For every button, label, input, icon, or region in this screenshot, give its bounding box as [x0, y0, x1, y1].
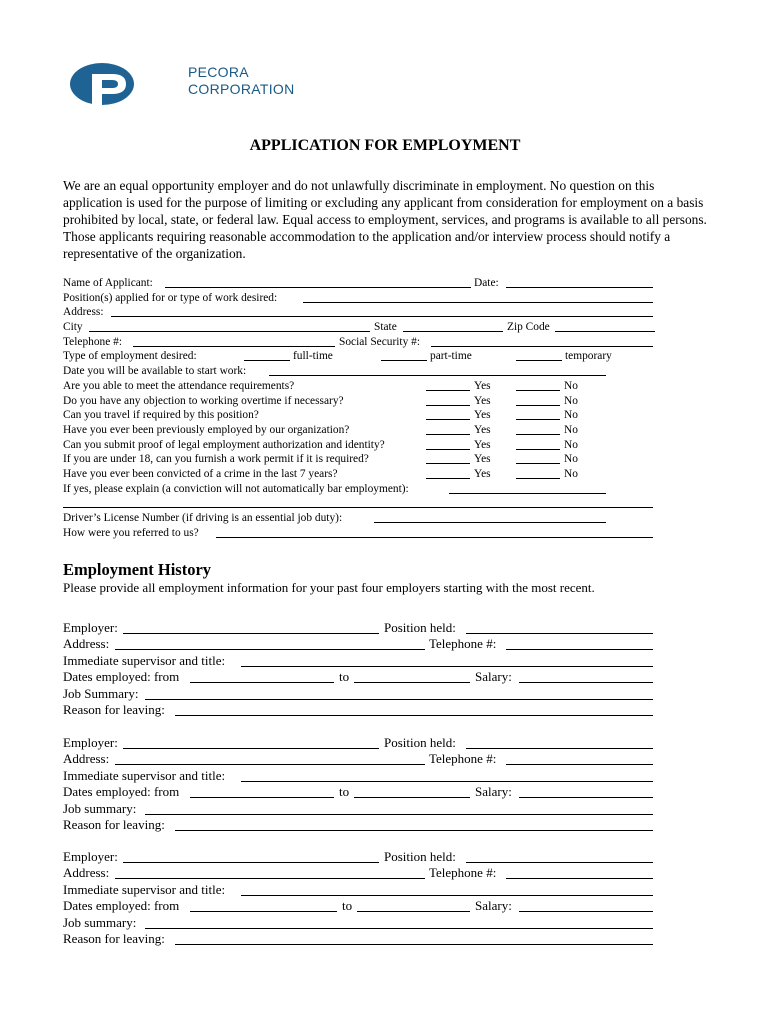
name-field[interactable]: [165, 287, 471, 288]
referred-field[interactable]: [216, 537, 653, 538]
date-from-field[interactable]: [190, 797, 334, 798]
telephone-label: Telephone #:: [63, 335, 122, 348]
explain-row: [63, 482, 655, 497]
employer-telephone-field[interactable]: [506, 764, 653, 765]
ssn-field[interactable]: [431, 346, 653, 347]
applicant-section: [63, 276, 655, 540]
yes-blank[interactable]: [426, 449, 470, 450]
zip-field[interactable]: [555, 331, 655, 332]
employer-block: [63, 735, 655, 833]
telephone-row: [63, 335, 655, 350]
no-label: No: [564, 394, 578, 407]
address-row: [63, 305, 655, 320]
question-row: [63, 467, 655, 482]
intro-paragraph: We are an equal opportunity employer and do not unlawfully discriminate in employment. No question on this application is used for the purpose of limiting or excluding any applicant from consideration for employment on a basis prohibited by local, state, or federal law. Equal access to employment, services, and programs is available to all persons. Those applicants requiring reasonable accommodation to the application and/or interview process should notify a representative of the organization.: [63, 178, 707, 261]
yes-blank[interactable]: [426, 390, 470, 391]
question-row: [63, 394, 655, 409]
dates-from-label: Dates employed: from: [63, 898, 180, 914]
supervisor-label: Immediate supervisor and title:: [63, 652, 226, 668]
yes-label: Yes: [474, 467, 491, 480]
reason-field[interactable]: [175, 944, 653, 945]
question-text: If you are under 18, can you furnish a work permit if it is required?: [63, 453, 369, 466]
dates-row: [63, 669, 655, 685]
employer-address-field[interactable]: [115, 878, 425, 879]
city-label: City: [63, 321, 83, 334]
date-to-field[interactable]: [357, 911, 470, 912]
job-summary-field[interactable]: [145, 814, 653, 815]
employer-field[interactable]: [123, 748, 379, 749]
employer-address-row: [63, 865, 655, 881]
no-label: No: [564, 453, 578, 466]
dates-to-label: to: [339, 784, 350, 800]
question-row: [63, 452, 655, 467]
position-held-label: Position held:: [384, 735, 456, 750]
date-from-field[interactable]: [190, 682, 334, 683]
logo-wordmark: [188, 64, 295, 98]
question-row: [63, 438, 655, 453]
employer-address-field[interactable]: [115, 649, 425, 650]
pecora-logo: [68, 56, 295, 112]
pecora-logo-mark: [68, 56, 138, 112]
no-blank[interactable]: [516, 449, 560, 450]
no-label: No: [564, 409, 578, 422]
reason-label: Reason for leaving:: [63, 816, 165, 832]
city-field[interactable]: [89, 331, 370, 332]
supervisor-field[interactable]: [241, 895, 653, 896]
question-text: Do you have any objection to working overtime if necessary?: [63, 394, 344, 407]
job-summary-row: [63, 915, 655, 931]
logo-line-1: PECORA: [188, 64, 249, 80]
address-field[interactable]: [111, 316, 653, 317]
employer-block: [63, 620, 655, 718]
employer-label: Employer:: [63, 849, 118, 864]
explain-label: If yes, please explain (a conviction will not automatically bar employment):: [63, 482, 409, 495]
parttime-blank[interactable]: [381, 360, 427, 361]
no-label: No: [564, 423, 578, 436]
no-blank[interactable]: [516, 434, 560, 435]
supervisor-field[interactable]: [241, 666, 653, 667]
no-blank[interactable]: [516, 478, 560, 479]
name-label: Name of Applicant:: [63, 277, 153, 289]
start-label: Date you will be available to start work:: [63, 365, 247, 378]
employer-label: Employer:: [63, 620, 118, 635]
employer-telephone-field[interactable]: [506, 649, 653, 650]
question-text: Can you submit proof of legal employment authorization and identity?: [63, 438, 385, 451]
job-summary-label: Job Summary:: [63, 685, 139, 701]
yes-blank[interactable]: [426, 419, 470, 420]
explain-continuation-row: [63, 496, 655, 511]
employer-address-field[interactable]: [115, 764, 425, 765]
job-summary-label: Job summary:: [63, 914, 137, 930]
yes-label: Yes: [474, 453, 491, 466]
date-to-field[interactable]: [354, 797, 470, 798]
address-label: Address:: [63, 306, 104, 319]
salary-field[interactable]: [519, 797, 653, 798]
reason-row: [63, 817, 655, 833]
yes-blank[interactable]: [426, 463, 470, 464]
position-held-field[interactable]: [466, 633, 653, 634]
employer-field[interactable]: [123, 862, 379, 863]
employer-row: [63, 849, 655, 865]
zip-label: Zip Code: [507, 321, 550, 334]
employer-address-label: Address:: [63, 865, 110, 881]
license-field[interactable]: [374, 522, 606, 523]
reason-row: [63, 702, 655, 718]
job-summary-row: [63, 686, 655, 702]
dates-row: [63, 898, 655, 914]
explain-continuation-field[interactable]: [63, 507, 653, 508]
employer-telephone-label: Telephone #:: [429, 865, 497, 881]
reason-label: Reason for leaving:: [63, 701, 165, 717]
yes-label: Yes: [474, 423, 491, 436]
no-blank[interactable]: [516, 419, 560, 420]
state-field[interactable]: [403, 331, 503, 332]
salary-field[interactable]: [519, 911, 653, 912]
dates-to-label: to: [342, 898, 353, 914]
no-label: No: [564, 438, 578, 451]
position-held-label: Position held:: [384, 620, 456, 635]
explain-field[interactable]: [449, 493, 606, 494]
yes-label: Yes: [474, 438, 491, 451]
yes-blank[interactable]: [426, 405, 470, 406]
yes-label: Yes: [474, 394, 491, 407]
position-held-label: Position held:: [384, 849, 456, 864]
positions-field[interactable]: [303, 302, 653, 303]
reason-field[interactable]: [175, 830, 653, 831]
supervisor-field[interactable]: [241, 781, 653, 782]
no-label: No: [564, 467, 578, 480]
employer-address-label: Address:: [63, 636, 110, 652]
position-held-field[interactable]: [466, 748, 653, 749]
question-row: [63, 423, 655, 438]
temporary-blank[interactable]: [516, 360, 562, 361]
referred-row: [63, 526, 655, 541]
question-row: [63, 379, 655, 394]
dates-from-label: Dates employed: from: [63, 784, 180, 800]
license-label: Driver’s License Number (if driving is an essential job duty):: [63, 512, 343, 524]
positions-label: Position(s) applied for or type of work desired:: [63, 291, 278, 304]
employer-address-row: [63, 751, 655, 767]
no-blank[interactable]: [516, 405, 560, 406]
date-field[interactable]: [506, 287, 653, 288]
ssn-label: Social Security #:: [339, 335, 420, 348]
temporary-label: temporary: [565, 350, 612, 363]
parttime-label: part-time: [430, 350, 472, 363]
supervisor-row: [63, 882, 655, 898]
job-summary-row: [63, 801, 655, 817]
question-text: Have you ever been convicted of a crime in the last 7 years?: [63, 467, 338, 480]
reason-field[interactable]: [175, 715, 653, 716]
date-to-field[interactable]: [354, 682, 470, 683]
dates-from-label: Dates employed: from: [63, 669, 180, 685]
employer-telephone-field[interactable]: [506, 878, 653, 879]
logo-line-2: CORPORATION: [188, 81, 295, 97]
employment-type-row: [63, 349, 655, 364]
question-text: Are you able to meet the attendance requirements?: [63, 379, 295, 392]
start-field[interactable]: [269, 375, 606, 376]
yes-blank[interactable]: [426, 478, 470, 479]
salary-label: Salary:: [475, 784, 512, 800]
position-row: [63, 291, 655, 306]
question-text: Have you ever been previously employed by our organization?: [63, 423, 350, 436]
yes-blank[interactable]: [426, 434, 470, 435]
job-summary-label: Job summary:: [63, 800, 137, 816]
supervisor-label: Immediate supervisor and title:: [63, 881, 226, 897]
supervisor-label: Immediate supervisor and title:: [63, 767, 226, 783]
employer-row: [63, 620, 655, 636]
dates-row: [63, 784, 655, 800]
employment-history-instructions: Please provide all employment information for your past four employers starting with the most recent.: [63, 580, 595, 595]
job-summary-field[interactable]: [145, 699, 653, 700]
name-row: [63, 276, 655, 291]
employer-address-row: [63, 636, 655, 652]
job-summary-field[interactable]: [145, 928, 653, 929]
page-title: APPLICATION FOR EMPLOYMENT: [249, 137, 521, 154]
referred-label: How were you referred to us?: [63, 526, 199, 539]
question-text: Can you travel if required by this position?: [63, 409, 259, 422]
date-from-field[interactable]: [190, 911, 337, 912]
no-blank[interactable]: [516, 390, 560, 391]
no-blank[interactable]: [516, 463, 560, 464]
employment-history-heading: Employment History: [63, 560, 212, 579]
reason-label: Reason for leaving:: [63, 930, 165, 946]
telephone-field[interactable]: [133, 346, 335, 347]
reason-row: [63, 931, 655, 947]
employer-block: [63, 849, 655, 947]
type-label: Type of employment desired:: [63, 350, 197, 363]
question-row: [63, 408, 655, 423]
start-date-row: [63, 364, 655, 379]
supervisor-row: [63, 653, 655, 669]
employer-address-label: Address:: [63, 751, 110, 767]
salary-field[interactable]: [519, 682, 653, 683]
no-label: No: [564, 379, 578, 392]
salary-label: Salary:: [475, 669, 512, 685]
salary-label: Salary:: [475, 898, 512, 914]
employer-label: Employer:: [63, 735, 118, 750]
city-row: [63, 320, 655, 335]
fulltime-blank[interactable]: [244, 360, 290, 361]
yes-label: Yes: [474, 409, 491, 422]
fulltime-label: full-time: [293, 350, 333, 363]
yes-label: Yes: [474, 379, 491, 392]
employer-field[interactable]: [123, 633, 379, 634]
license-row: [63, 511, 655, 526]
supervisor-row: [63, 768, 655, 784]
state-label: State: [374, 321, 397, 334]
date-label: Date:: [474, 277, 499, 289]
position-held-field[interactable]: [466, 862, 653, 863]
employer-telephone-label: Telephone #:: [429, 751, 497, 767]
dates-to-label: to: [339, 669, 350, 685]
employer-telephone-label: Telephone #:: [429, 636, 497, 652]
employer-row: [63, 735, 655, 751]
